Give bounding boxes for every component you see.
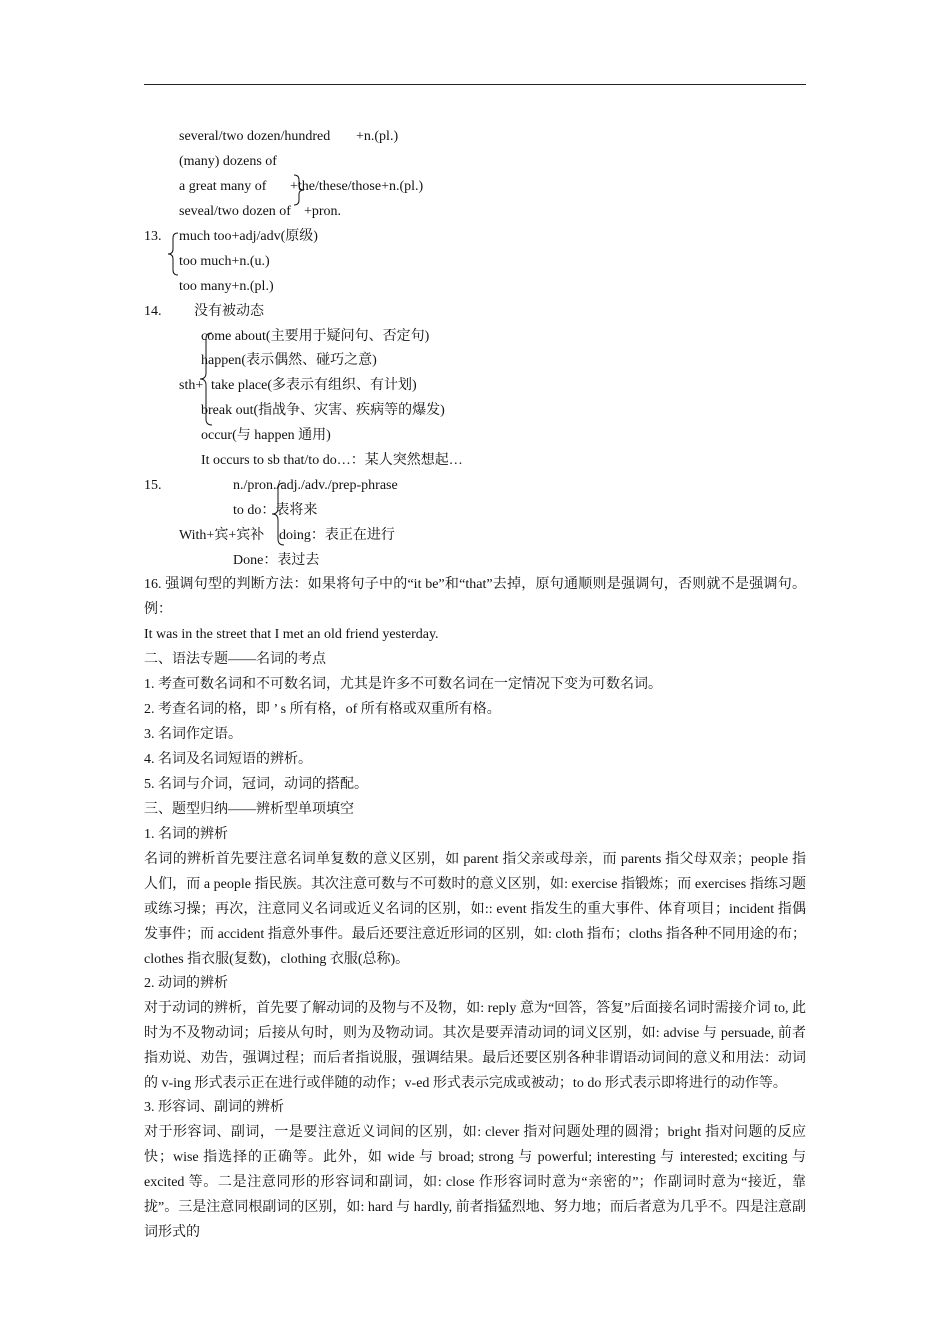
item15-line2: to do：表将来 xyxy=(233,503,318,518)
item12-right-brace xyxy=(292,174,306,206)
item13-line3: too many+n.(pl.) xyxy=(179,279,274,294)
noun-point-2: 2. 考查名词的格，即 ’ s 所有格，of 所有格或双重所有格。 xyxy=(144,702,501,717)
item13-left-brace xyxy=(166,232,180,276)
section-heading-2: 二、语法专题——名词的考点 xyxy=(144,652,326,667)
noun-point-3: 3. 名词作定语。 xyxy=(144,727,242,742)
example-sentence: It was in the street that I met an old friend yesterday. xyxy=(144,627,439,642)
item12-line1 xyxy=(179,128,330,146)
adjective-adverb-paragraph: 对于形容词、副词，一是要注意近义词间的区别，如: clever 指对问题处理的圆滑；bright 指对问题的反应快；wise 指选择的正确等。此外，如 wide 与 broad; strong 与 powerful; interesting 与 interested; exciting 与 excited 等。二是注意同形的形容词和副词，如: close 作形容词时意为“亲密的”；作副词时意为“接近，靠拢”。三是注意同根副词的区别，如: hard 与 hardly, 前者指猛烈地、努力地；而后者意为几乎不。四是注意副词形式的 xyxy=(144,1125,806,1240)
subheading-2: 2. 动词的辨析 xyxy=(144,976,228,991)
item12-line1-left: several/two dozen/hundred xyxy=(179,129,331,144)
item12-line3-right: +the/these/those+n.(pl.) xyxy=(290,179,424,194)
item16-paragraph: 16. 强调句型的判断方法：如果将句子中的“it be”和“that”去掉，原句通顺则是强调句，否则就不是强调句。例： xyxy=(144,577,806,617)
verb-discrimination-paragraph: 对于动词的辨析，首先要了解动词的及物与不及物，如: reply 意为“回答，答复”后面接名词时需接介词 to, 此时为不及物动词；后接从句时，则为及物动词。其次是要弄清动词的词义区别，如: advise 与 persuade, 前者指劝说、劝告，强调过程；而后者指说服，强调结果。最后还要区别各种非谓语动词间的意义和用法：动词的 v-ing 形式表示正在进行或伴随的动作；v-ed 形式表示完成或被动；to do 形式表示即将进行的动作等。 xyxy=(144,1001,806,1091)
item12-line4-right: +pron. xyxy=(304,204,342,219)
item14-line5: occur(与 happen 通用) xyxy=(201,428,331,443)
item15-with: With+宾+宾补 xyxy=(179,528,265,543)
header-rule xyxy=(144,84,806,85)
item12-line2: (many) dozens of xyxy=(179,154,277,169)
item12-line4-left: seveal/two dozen of xyxy=(179,204,291,219)
item14-line4: break out(指战争、灾害、疾病等的爆发) xyxy=(201,403,445,418)
item12-line1-right: +n.(pl.) xyxy=(356,129,399,144)
item13-line1: much too+adj/adv(原级) xyxy=(179,229,318,244)
item14-line2: happen(表示偶然、碰巧之意) xyxy=(201,353,377,368)
noun-point-5: 5. 名词与介词，冠词，动词的搭配。 xyxy=(144,777,368,792)
item12-line3-left: a great many of xyxy=(179,179,267,194)
item15-line1: n./pron./adj./adv./prep-phrase xyxy=(233,478,398,493)
item15-line3: doing：表正在进行 xyxy=(279,528,395,543)
noun-point-4: 4. 名词及名词短语的辨析。 xyxy=(144,752,312,767)
noun-discrimination-paragraph: 名词的辨析首先要注意名词单复数的意义区别，如 parent 指父亲或母亲，而 parents 指父母双亲；people 指人们，而 a people 指民族。其次注意可数与不可数时的意义区别，如: exercise 指锻炼；而 exercises 指练习题或练习操；再次，注意同义名词或近义名词的区别，如:: event 指发生的重大事件、体育项目；incident 指偶发事件；而 accident 指意外事件。最后还要注意近形词的区别，如: cloth 指布；cloths 指各种不同用途的布；clothes 指衣服(复数)，clothing 衣服(总称)。 xyxy=(144,852,806,967)
item14-number: 14. xyxy=(144,304,162,319)
subheading-3: 3. 形容词、副词的辨析 xyxy=(144,1100,284,1115)
item14-line3: take place(多表示有组织、有计划) xyxy=(211,378,417,393)
item13-number: 13. xyxy=(144,229,162,244)
subheading-1: 1. 名词的辨析 xyxy=(144,827,228,842)
item13-line2: too much+n.(u.) xyxy=(179,254,270,269)
item15-number: 15. xyxy=(144,478,162,493)
item14-title: 没有被动态 xyxy=(194,304,264,319)
section-heading-3: 三、题型归纳——辨析型单项填空 xyxy=(144,802,354,817)
noun-point-1: 1. 考查可数名词和不可数名词，尤其是许多不可数名词在一定情况下变为可数名词。 xyxy=(144,677,662,692)
item14-line6: It occurs to sb that/to do…：某人突然想起… xyxy=(201,453,463,468)
item15-line4: Done：表过去 xyxy=(233,553,320,568)
item14-line1: come about(主要用于疑问句、否定句) xyxy=(201,329,430,344)
item14-subject: sth+ xyxy=(179,378,204,393)
